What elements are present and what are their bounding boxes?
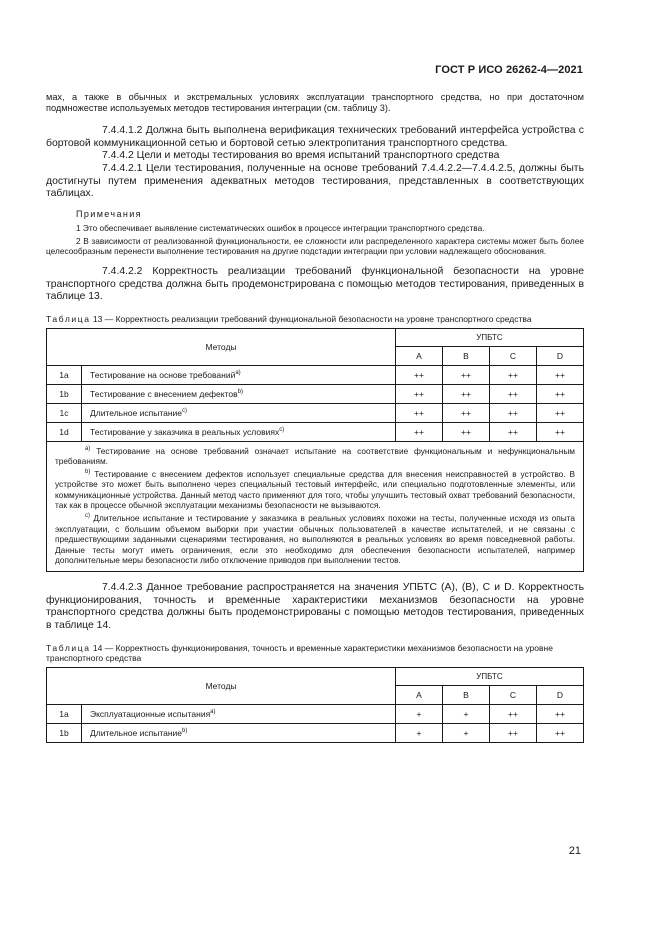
table13-cell: ++: [443, 365, 490, 384]
note-1: 1 Это обеспечивает выявление систематических ошибок в процессе интеграции транспортного средства.: [76, 223, 485, 234]
table13-row-method: Тестирование у заказчика в реальных условиях$^{c)}$: [82, 422, 396, 441]
table13-footnote-a: $^{a)}$ Тестирование на основе требований означает испытание на соответствие функциональным и нефункциональным требованиям.: [55, 445, 575, 467]
table13-grade-c: C: [490, 346, 537, 365]
table13-cell: ++: [443, 403, 490, 422]
paragraph-7-4-4-1-2: 7.4.4.1.2 Должна быть выполнена верификация технических требований интерфейса устройства с бортовой коммуникационной сетью и бортовой сетью электропитания транспортного средства.: [46, 124, 584, 149]
table14-caption-text: 14 — Корректность функционирования, точность и временные характеристики механизмов безопасности на уровне транспортного средства: [46, 642, 553, 664]
table13-row-id: 1d: [47, 422, 82, 441]
table13-grade-d: D: [537, 346, 584, 365]
table13-cell: ++: [537, 422, 584, 441]
table13-grade-a: A: [396, 346, 443, 365]
table14-grade-c: C: [490, 686, 537, 705]
page-number: 21: [568, 845, 581, 857]
table13-upbts-header: УПБТС: [396, 328, 584, 346]
table13-caption-label: Таблица: [46, 313, 91, 324]
paragraph-7-4-4-2-1: 7.4.4.2.1 Цели тестирования, полученные на основе требований 7.4.4.2.2—7.4.4.2.5, должны быть достигнуты путем применения адекватных методов тестирования, представленных в соответствующих таблицах.: [46, 162, 584, 200]
table13-cell: ++: [396, 384, 443, 403]
table-row: [47, 365, 584, 384]
table14-cell: ++: [537, 724, 584, 743]
table14-grade-d: D: [537, 686, 584, 705]
table14-row-id: 1a: [47, 705, 82, 724]
table-row: [47, 422, 584, 441]
table13-cell: ++: [396, 365, 443, 384]
table14-caption-label: Таблица: [46, 642, 91, 653]
table-14: [46, 667, 584, 743]
table13-footnotes: [47, 441, 584, 572]
table-row: [47, 705, 584, 724]
paragraph-7-4-4-2-3: 7.4.4.2.3 Данное требование распространяется на значения УПБТС (А), (В), С и D. Корректность функционирования, точность и временные характеристики механизмов безопасности на уровне транспортного средства должны быть продемонстрированы с помощью методов тестирования, приведенных в таблице 14.: [46, 582, 584, 632]
table-row: [47, 724, 584, 743]
notes-title: Примечания: [76, 209, 142, 220]
table13-row-method: Длительное испытание$^{c)}$: [82, 403, 396, 422]
table13-row-id: 1a: [47, 365, 82, 384]
table14-caption: [46, 643, 584, 664]
table13-cell: ++: [396, 422, 443, 441]
table13-cell: ++: [490, 384, 537, 403]
table13-caption-text: 13 — Корректность реализации требований функциональной безопасности на уровне транспортного средства: [90, 313, 532, 324]
table13-cell: ++: [490, 403, 537, 422]
table13-cell: ++: [490, 365, 537, 384]
document-header: ГОСТ Р ИСО 26262-4—2021: [435, 64, 583, 76]
table13-row-method: Тестирование на основе требований$^{a)}$: [82, 365, 396, 384]
table14-cell: +: [443, 705, 490, 724]
table13-cell: ++: [443, 422, 490, 441]
table14-cell: +: [396, 724, 443, 743]
table14-cell: ++: [490, 724, 537, 743]
table13-cell: ++: [443, 384, 490, 403]
table14-row-id: 1b: [47, 724, 82, 743]
table13-grade-b: B: [443, 346, 490, 365]
table14-cell: +: [396, 705, 443, 724]
table14-row-method: Эксплуатационные испытания$^{a)}$: [82, 705, 396, 724]
table-row: [47, 384, 584, 403]
table-row: [47, 403, 584, 422]
table13-row-id: 1b: [47, 384, 82, 403]
paragraph-7-4-4-2-2: 7.4.4.2.2 Корректность реализации требований функциональной безопасности на уровне транспортного средства должна быть продемонстрирована с помощью методов тестирования, приведенных в таблице 13.: [46, 265, 584, 303]
page-content: [46, 92, 584, 743]
table14-methods-header: Методы: [47, 668, 396, 705]
table14-grade-b: B: [443, 686, 490, 705]
table14-row-method: Длительное испытание$^{b)}$: [82, 724, 396, 743]
table14-cell: ++: [490, 705, 537, 724]
table14-upbts-header: УПБТС: [396, 668, 584, 686]
table13-row-method: Тестирование с внесением дефектов$^{b)}$: [82, 384, 396, 403]
table13-cell: ++: [490, 422, 537, 441]
table13-cell: ++: [537, 365, 584, 384]
table-13: [46, 328, 584, 573]
table13-footnote-c: $^{c)}$ Длительное испытание и тестирование у заказчика в реальных условиях похожи на тесты, полученные исходя из опыта эксплуатации, с большим объемом выборки при участии обычных пользователей в качестве испытателей, и не связаны с предшествующими заданными сценариями тестирования, но выполняются в реальных условиях во время повседневной работы. Данные тесты могут иметь ограничения, если это необходимо для обеспечения безопасности испытателей, например дополнительные меры безопасности либо отключение приводов при выполнении тестов.: [55, 513, 575, 566]
table13-footnote-b: $^{b)}$ Тестирование с внесением дефектов использует специальные средства для внесения неисправностей в устройство. В устройстве это может быть выполнено через специальный тестовый интерфейс, или специально подготовленные элементы, или коммуникационные устройства. Данный метод часто применяют для того, чтобы улучшить тестовый охват требований безопасности, так как в процессе обычной эксплуатации механизмы безопасности не вызываются.: [55, 468, 575, 511]
paragraph-7-4-4-2: 7.4.4.2 Цели и методы тестирования во время испытаний транспортного средства: [102, 150, 500, 162]
table13-cell: ++: [396, 403, 443, 422]
table13-caption: [46, 314, 584, 325]
note-2: 2 В зависимости от реализованной функциональности, ее сложности или распределенного характера системы может быть более целесообразным перенести выполнение тестирования на другие подстадии интеграции при условии надлежащего обоснования.: [46, 235, 584, 257]
table14-cell: ++: [537, 705, 584, 724]
table13-cell: ++: [537, 384, 584, 403]
table13-methods-header: Методы: [47, 328, 396, 365]
table13-cell: ++: [537, 403, 584, 422]
table14-grade-a: A: [396, 686, 443, 705]
table14-cell: +: [443, 724, 490, 743]
table13-row-id: 1c: [47, 403, 82, 422]
paragraph-intro: мах, а также в обычных и экстремальных условиях эксплуатации транспортного средства, но при достаточном подмножестве используемых методов тестирования интеграции (см. таблицу 3).: [46, 92, 584, 114]
